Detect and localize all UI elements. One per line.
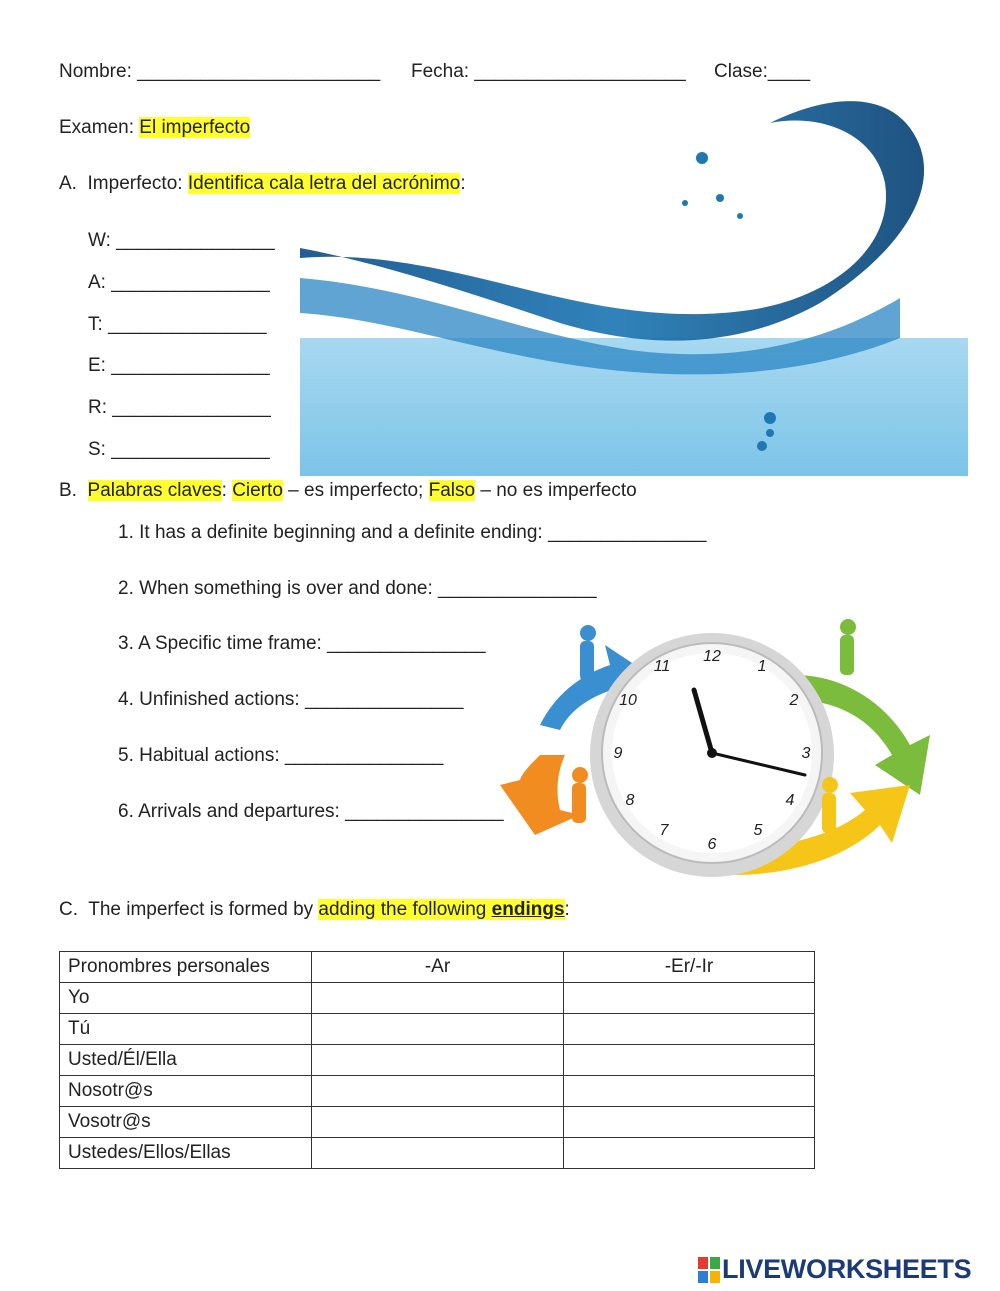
svg-text:4: 4 [785, 792, 795, 809]
section-b-colon: : [221, 480, 227, 501]
table-row [60, 1138, 815, 1169]
clock-image [500, 605, 950, 895]
logo-text: LIVEWORKSHEETS [722, 1254, 972, 1284]
section-c-heading [59, 899, 570, 921]
section-a-colon: : [460, 173, 466, 194]
header-er-ir: -Er/-Ir [564, 952, 815, 983]
cierto-label: Cierto [232, 480, 283, 501]
acronym-w-field[interactable]: W: _______________ [88, 230, 275, 251]
er-ir-answer-cell[interactable] [564, 1076, 815, 1107]
acronym-e-field[interactable]: E: _______________ [88, 355, 270, 376]
keyword-item-1[interactable]: 1. It has a definite beginning and a definite ending: _______________ [118, 522, 707, 543]
svg-text:2: 2 [789, 692, 799, 709]
table-row [60, 1107, 815, 1138]
cierto-desc: – es imperfecto; [282, 480, 429, 501]
header-pronombres: Pronombres personales [60, 952, 312, 983]
table-row [60, 1014, 815, 1045]
svg-text:12: 12 [703, 648, 721, 665]
section-c-marker: C. [59, 899, 78, 920]
er-ir-answer-cell[interactable] [564, 1045, 815, 1076]
ar-answer-cell[interactable] [312, 1014, 564, 1045]
section-a-heading [59, 173, 466, 195]
er-ir-answer-cell[interactable] [564, 1107, 815, 1138]
section-a-instruction: Identifica cala letra del acrónimo [187, 173, 461, 194]
section-c-colon: : [564, 899, 570, 920]
pronoun-cell: Ustedes/Ellos/Ellas [60, 1138, 312, 1169]
er-ir-answer-cell[interactable] [564, 1138, 815, 1169]
keyword-item-6[interactable]: 6. Arrivals and departures: _______________ [118, 801, 504, 822]
svg-text:8: 8 [625, 792, 635, 809]
endings-table [59, 951, 815, 1169]
table-row [60, 1076, 815, 1107]
svg-text:6: 6 [707, 836, 717, 853]
logo-blocks-icon [698, 1257, 720, 1283]
section-b-heading [59, 480, 637, 502]
svg-text:1: 1 [757, 658, 767, 675]
acronym-s-field[interactable]: S: _______________ [88, 439, 270, 460]
ar-answer-cell[interactable] [312, 1138, 564, 1169]
keyword-item-2[interactable]: 2. When something is over and done: _______________ [118, 578, 597, 599]
acronym-a-field[interactable]: A: _______________ [88, 272, 270, 293]
section-b-marker: B. [59, 480, 77, 501]
header-ar: -Ar [312, 952, 564, 983]
svg-text:3: 3 [801, 745, 811, 762]
svg-text:5: 5 [753, 822, 763, 839]
svg-text:7: 7 [659, 822, 669, 839]
section-a-marker: A. [59, 173, 77, 194]
pronoun-cell: Nosotr@s [60, 1076, 312, 1107]
exam-title: El imperfecto [139, 117, 251, 138]
section-c-highlight: adding the following [318, 899, 492, 920]
water-wave-image [300, 88, 968, 476]
exam-line [59, 117, 250, 139]
ar-answer-cell[interactable] [312, 1107, 564, 1138]
falso-label: Falso [428, 480, 476, 501]
pronoun-cell: Yo [60, 983, 312, 1014]
keywords-label: Palabras claves [87, 480, 222, 501]
keyword-item-3[interactable]: 3. A Specific time frame: _______________ [118, 633, 486, 654]
table-row [60, 1045, 815, 1076]
ar-answer-cell[interactable] [312, 983, 564, 1014]
er-ir-answer-cell[interactable] [564, 1014, 815, 1045]
er-ir-answer-cell[interactable] [564, 983, 815, 1014]
svg-text:10: 10 [619, 692, 637, 709]
table-row [60, 983, 815, 1014]
pronoun-cell: Tú [60, 1014, 312, 1045]
table-header-row [60, 952, 815, 983]
ar-answer-cell[interactable] [312, 1076, 564, 1107]
keyword-item-5[interactable]: 5. Habitual actions: _______________ [118, 745, 444, 766]
exam-label: Examen: [59, 117, 134, 138]
svg-text:11: 11 [653, 658, 671, 675]
acronym-t-field[interactable]: T: _______________ [88, 314, 267, 335]
keyword-item-4[interactable]: 4. Unfinished actions: _______________ [118, 689, 464, 710]
section-a-label: Imperfecto: [87, 173, 183, 194]
fecha-field[interactable]: Fecha: ____________________ [411, 61, 686, 82]
endings-word: endings [491, 899, 565, 920]
pronoun-cell: Usted/Él/Ella [60, 1045, 312, 1076]
ar-answer-cell[interactable] [312, 1045, 564, 1076]
acronym-r-field[interactable]: R: _______________ [88, 397, 271, 418]
pronoun-cell: Vosotr@s [60, 1107, 312, 1138]
section-c-text: The imperfect is formed by [88, 899, 319, 920]
nombre-field[interactable]: Nombre: _______________________ [59, 61, 381, 82]
svg-text:9: 9 [613, 745, 623, 762]
falso-desc: – no es imperfecto [475, 480, 637, 501]
clase-field[interactable]: Clase:____ [714, 61, 811, 82]
